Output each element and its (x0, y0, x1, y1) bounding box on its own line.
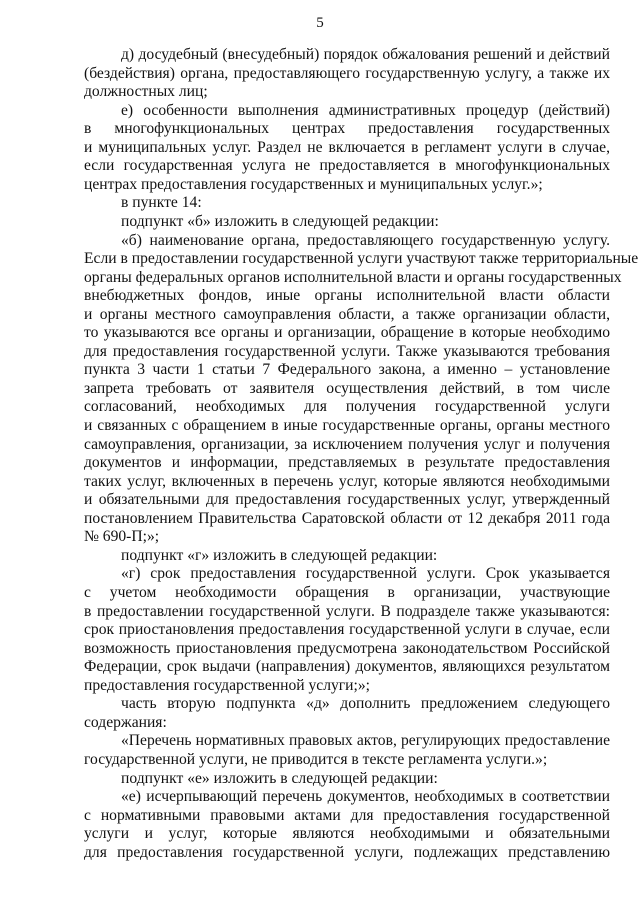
text-line: услуги и услуг, которые являются необходимыми и обязательными (84, 825, 610, 843)
text-line: то указываются все органы и организации, обращение в которые необходимо (84, 324, 610, 342)
text-line: центрах предоставления государственных и муниципальных услуг.»; (84, 175, 543, 193)
text-line: подпункт «б» изложить в следующей редакции: (121, 213, 439, 230)
text-line: Если в предоставлении государственной услуги участвуют также территориальные (84, 250, 639, 268)
text-line: часть вторую подпункта «д» дополнить предложением следующего (121, 695, 610, 713)
text-line: предоставления государственной услуги;»; (84, 676, 370, 694)
text-line: срок приостановления предоставления государственной услуги в случае, если (84, 621, 610, 639)
text-line: «г) срок предоставления государственной услуги. Срок указывается (121, 565, 610, 583)
text-line: подпункт «е» изложить в следующей редакции: (121, 769, 438, 787)
text-line: с учетом необходимости обращения в организации, участвующие (84, 584, 610, 601)
text-line: возможность приостановления предусмотрена законодательством Российской (84, 639, 610, 657)
page-number: 5 (316, 15, 324, 31)
text-line: должностных лиц; (84, 83, 208, 101)
text-line: е) особенности выполнения административных процедур (действий) (121, 101, 610, 119)
text-line: содержания: (84, 713, 167, 731)
text-line: «е) исчерпывающий перечень документов, необходимых в соответствии (121, 788, 610, 805)
text-line: таких услуг, включенных в перечень услуг, которые являются необходимыми (84, 472, 610, 490)
text-line: Федерации, срок выдачи (направления) документов, являющихся результатом (84, 658, 610, 676)
text-line: (бездействия) органа, предоставляющего государственную услугу, а также их (84, 64, 610, 82)
text-line: «б) наименование органа, предоставляющего государственную услугу. (121, 231, 610, 249)
text-line: в предоставлении государственной услуги. В подразделе также указываются: (84, 602, 610, 620)
text-line: с нормативными правовыми актами для предоставления государственной (84, 806, 610, 824)
text-line: и связанных с обращением в иные государственные органы, органы местного (84, 417, 610, 434)
text-line: и органы местного самоуправления области, а также организации области, (84, 305, 610, 323)
text-line: пункта 3 части 1 статьи 7 Федерального закона, а именно – установление (84, 361, 610, 379)
text-line: документов и информации, представляемых в результате предоставления (84, 454, 610, 472)
text-line: для предоставления государственной услуги. Также указываются требования (84, 342, 610, 360)
text-line: в пункте 14: (121, 194, 202, 212)
text-line: в многофункциональных центрах предоставления государственных (84, 120, 610, 138)
text-line: самоуправления, организации, за исключением получения услуг и получения (84, 435, 610, 453)
text-line: внебюджетных фондов, иные органы исполнительной власти области (84, 287, 610, 305)
text-line: и обязательными для предоставления государственных услуг, утвержденный (84, 491, 610, 509)
text-line: д) досудебный (внесудебный) порядок обжалования решений и действий (121, 46, 610, 63)
text-line: запрета требовать от заявителя осуществления действий, в том числе (84, 379, 610, 397)
text-line: № 690-П;»; (84, 528, 160, 546)
text-line: и муниципальных услуг. Раздел не включается в регламент услуги в случае, (84, 138, 610, 156)
text-line: органы федеральных органов исполнительной власти и органы государственных (84, 268, 622, 286)
text-line: если государственная услуга не предоставляется в многофункциональных (84, 157, 610, 175)
text-line: подпункт «г» изложить в следующей редакции: (121, 546, 438, 564)
text-line: постановлением Правительства Саратовской области от 12 декабря 2011 года (84, 509, 610, 527)
text-line: «Перечень нормативных правовых актов, регулирующих предоставление (121, 732, 610, 750)
text-line: государственной услуги, не приводится в тексте регламента услуги.»; (84, 750, 548, 768)
text-line: согласований, необходимых для получения государственной услуги (84, 398, 610, 416)
text-line: для предоставления государственной услуги, подлежащих представлению (84, 843, 610, 861)
